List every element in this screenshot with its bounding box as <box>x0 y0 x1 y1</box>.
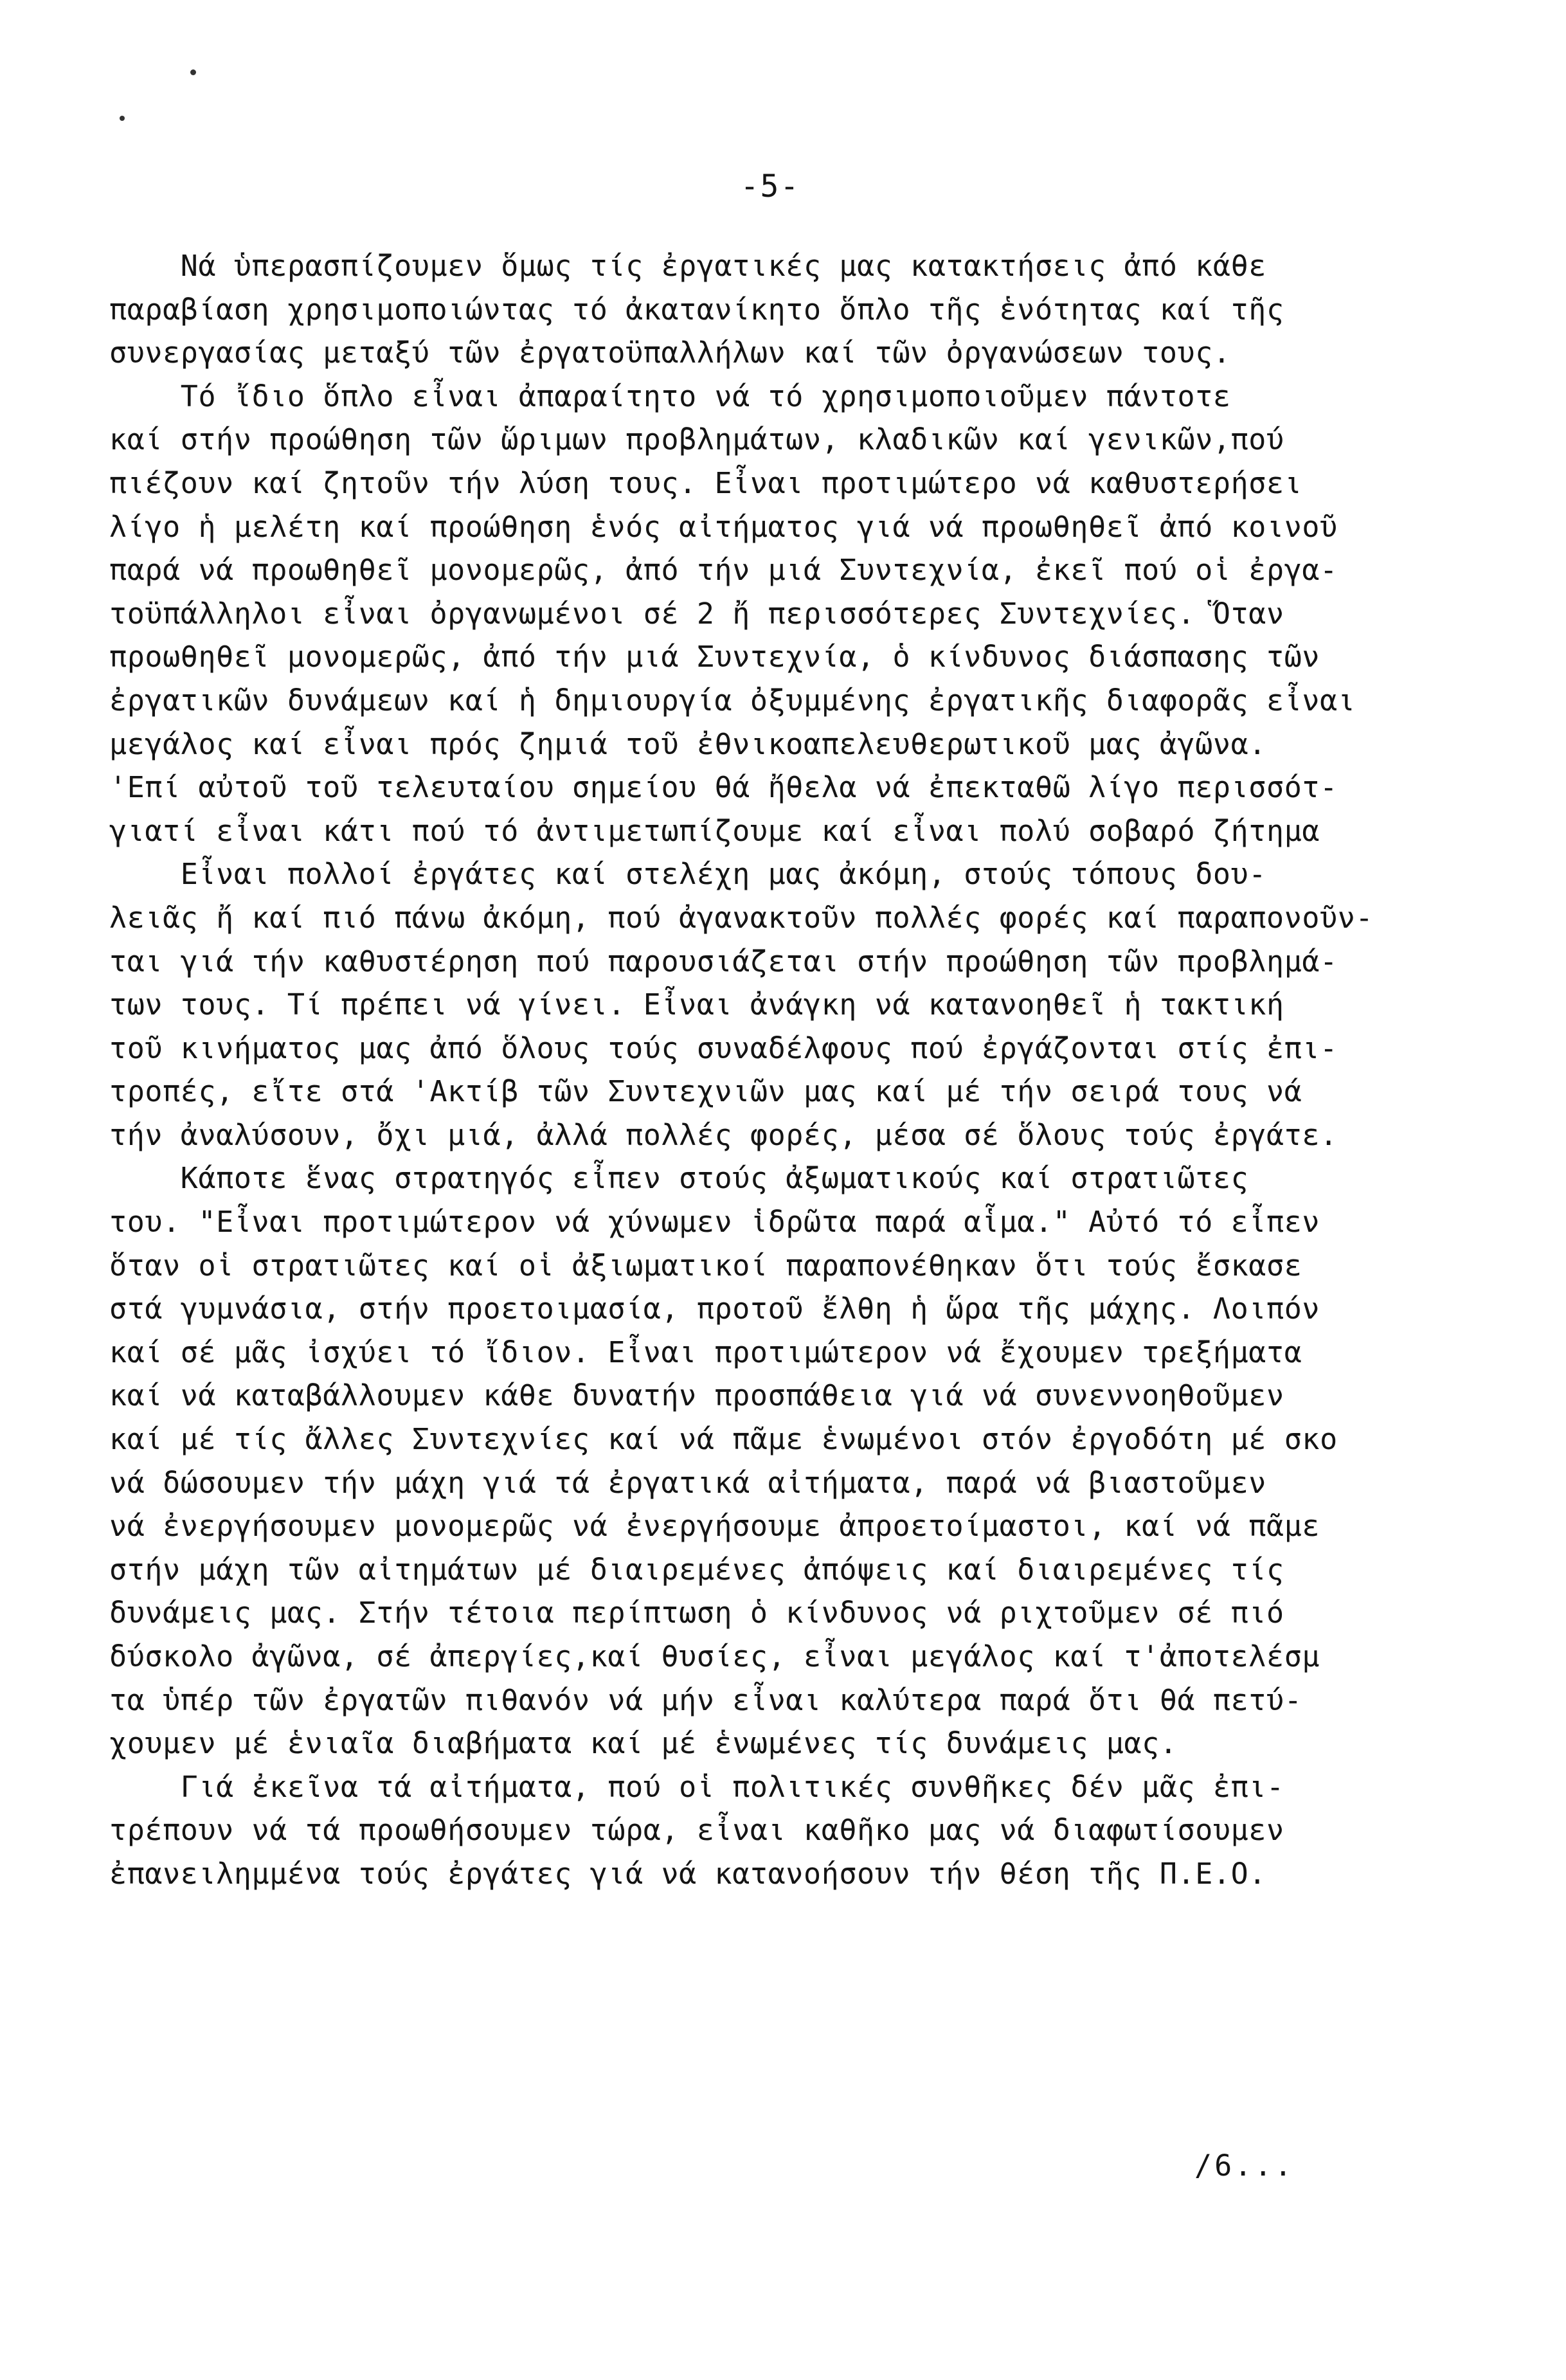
text-line: τήν ἀναλύσουν, ὄχι μιά, ἀλλά πολλές φορές, μέσα σέ ὅλους τούς ἐργάτε. <box>109 1117 1338 1152</box>
text-line: παρά νά προωθηθεῖ μονομερῶς, ἀπό τήν μιά Συντεχνία, ἐκεῖ πού οἱ ἐργα- <box>109 553 1338 588</box>
text-line: του. "Εἶναι προτιμώτερον νά χύνωμεν ἱδρῶτα παρά αἷμα." Αὐτό τό εἶπεν <box>109 1205 1320 1240</box>
text-line: δύσκολο ἀγῶνα, σέ ἀπεργίες,καί θυσίες, εἶναι μεγάλος καί τ'ἀποτελέσμ <box>109 1639 1320 1673</box>
text-line: λίγο ἡ μελέτη καί προώθηση ἑνός αἰτήματος γιά νά προωθηθεῖ ἀπό κοινοῦ <box>109 509 1338 544</box>
text-line: μεγάλος καί εἶναι πρός ζημιά τοῦ ἐθνικοαπελευθερωτικοῦ μας ἀγῶνα. <box>109 726 1266 761</box>
text-line: ὅταν οἱ στρατιῶτες καί οἱ ἀξιωματικοί παραπονέθηκαν ὅτι τούς ἔσκασε <box>109 1248 1302 1283</box>
text-line: χουμεν μέ ἑνιαῖα διαβήματα καί μέ ἑνωμένες τίς δυνάμεις μας. <box>109 1726 1178 1761</box>
text-line: Κάποτε ἕνας στρατηγός εἶπεν στούς ἀξωματικούς καί στρατιῶτες <box>109 1161 1249 1196</box>
text-line: τρέπουν νά τά προωθήσουμεν τώρα, εἶναι καθῆκο μας νά διαφωτίσουμεν <box>109 1813 1284 1848</box>
text-line: Νά ὑπερασπίζουμεν ὅμως τίς ἐργατικές μας κατακτήσεις ἀπό κάθε <box>109 249 1266 283</box>
text-line: νά δώσουμεν τήν μάχη γιά τά ἐργατικά αἰτήματα, παρά νά βιαστοῦμεν <box>109 1465 1266 1500</box>
text-line: Εἶναι πολλοί ἐργάτες καί στελέχη μας ἀκόμη, στούς τόπους δου- <box>109 857 1266 892</box>
text-line: γιατί εἶναι κάτι πού τό ἀντιμετωπίζουμε καί εἶναι πολύ σοβαρό ζήτημα <box>109 813 1320 848</box>
text-line: στά γυμνάσια, στήν προετοιμασία, προτοῦ ἔλθη ἡ ὥρα τῆς μάχης. Λοιπόν <box>109 1292 1320 1326</box>
scan-speck <box>190 69 196 75</box>
text-line: καί σέ μᾶς ἰσχύει τό ἴδιον. Εἶναι προτιμώτερον νά ἔχουμεν τρεξήματα <box>109 1335 1302 1369</box>
text-line: τροπές, εἴτε στά 'Ακτίβ τῶν Συντεχνιῶν μας καί μέ τήν σειρά τους νά <box>109 1074 1302 1109</box>
text-line: λειᾶς ἤ καί πιό πάνω ἀκόμη, πού ἀγανακτοῦν πολλές φορές καί παραπονοῦν- <box>109 900 1374 935</box>
text-line: παραβίαση χρησιμοποιώντας τό ἀκατανίκητο ὅπλο τῆς ἑνότητας καί τῆς <box>109 292 1284 327</box>
text-line: τοῦ κινήματος μας ἀπό ὅλους τούς συναδέλφους πού ἐργάζονται στίς ἐπι- <box>109 1031 1338 1065</box>
text-line: τοϋπάλληλοι εἶναι ὀργανωμένοι σέ 2 ἤ περισσότερες Συντεχνίες. Ὅταν <box>109 596 1284 631</box>
scan-speck <box>120 116 125 121</box>
text-line: νά ἐνεργήσουμεν μονομερῶς νά ἐνεργήσουμε ἀπροετοίμαστοι, καί νά πᾶμε <box>109 1509 1320 1544</box>
text-line: Τό ἴδιο ὅπλο εἶναι ἀπαραίτητο νά τό χρησιμοποιοῦμεν πάντοτε <box>109 379 1231 413</box>
page-number: -5- <box>740 168 800 204</box>
text-line: τα ὑπέρ τῶν ἐργατῶν πιθανόν νά μήν εἶναι καλύτερα παρά ὅτι θά πετύ- <box>109 1682 1302 1717</box>
text-line: των τους. Τί πρέπει νά γίνει. Εἶναι ἀνάγκη νά κατανοηθεῖ ἡ τακτική <box>109 987 1284 1022</box>
continuation-marker: /6... <box>1194 2149 1295 2183</box>
text-line: προωθηθεῖ μονομερῶς, ἀπό τήν μιά Συντεχνία, ὁ κίνδυνος διάσπασης τῶν <box>109 640 1320 674</box>
text-line: 'Επί αὐτοῦ τοῦ τελευταίου σημείου θά ἤθελα νά ἐπεκταθῶ λίγο περισσότ- <box>109 770 1338 805</box>
text-line: καί νά καταβάλλουμεν κάθε δυνατήν προσπάθεια γιά νά συνεννοηθοῦμεν <box>109 1378 1284 1413</box>
typed-letter-body <box>109 244 1466 1896</box>
text-line: καί στήν προώθηση τῶν ὥριμων προβλημάτων, κλαδικῶν καί γενικῶν,πού <box>109 422 1284 457</box>
text-line: δυνάμεις μας. Στήν τέτοια περίπτωση ὁ κίνδυνος νά ριχτοῦμεν σέ πιό <box>109 1596 1284 1630</box>
text-line: συνεργασίας μεταξύ τῶν ἐργατοϋπαλλήλων καί τῶν ὀργανώσεων τους. <box>109 336 1231 370</box>
text-line: ἐπανειλημμένα τούς ἐργάτες γιά νά κατανοήσουν τήν θέση τῆς Π.Ε.Ο. <box>109 1856 1266 1891</box>
text-line: στήν μάχη τῶν αἰτημάτων μέ διαιρεμένες ἀπόψεις καί διαιρεμένες τίς <box>109 1552 1284 1587</box>
text-line: ται γιά τήν καθυστέρηση πού παρουσιάζεται στήν προώθηση τῶν προβλημά- <box>109 944 1338 978</box>
text-line: Γιά ἐκεῖνα τά αἰτήματα, πού οἱ πολιτικές συνθῆκες δέν μᾶς ἐπι- <box>109 1769 1284 1804</box>
text-line: καί μέ τίς ἄλλες Συντεχνίες καί νά πᾶμε ἑνωμένοι στόν ἐργοδότη μέ σκο <box>109 1422 1338 1457</box>
text-line: ἐργατικῶν δυνάμεων καί ἡ δημιουργία ὀξυμμένης ἐργατικῆς διαφορᾶς εἶναι <box>109 683 1356 717</box>
text-line: πιέζουν καί ζητοῦν τήν λύση τους. Εἶναι προτιμώτερο νά καθυστερήσει <box>109 465 1302 500</box>
